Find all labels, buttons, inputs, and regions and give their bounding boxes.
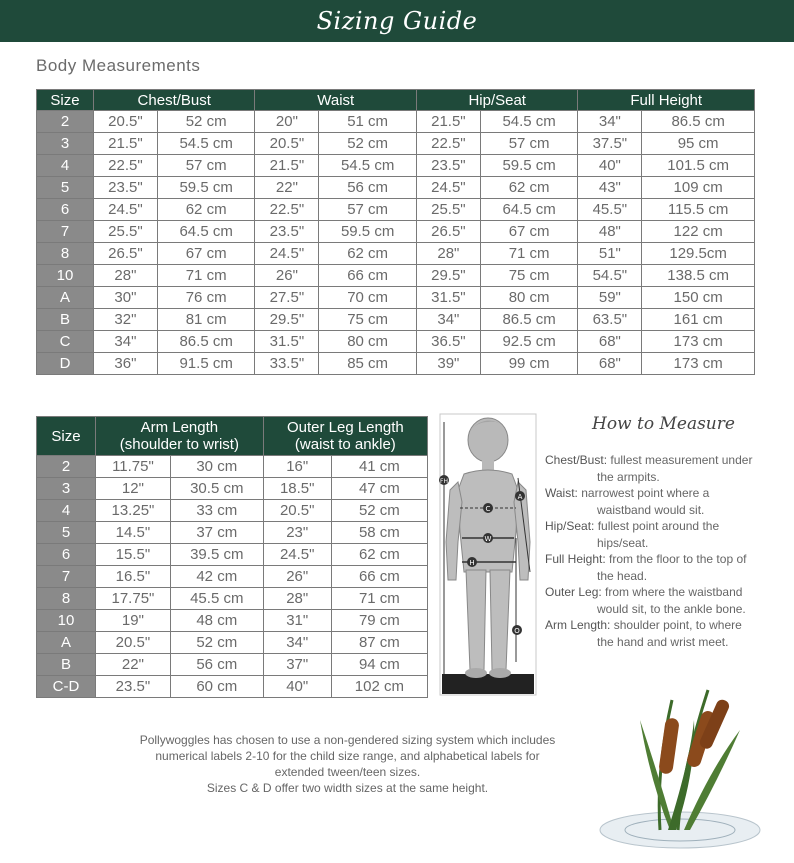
measurement-cell: 22.5" [255,199,319,221]
measurement-cell: 59.5 cm [319,221,417,243]
measurement-cell: 48" [578,221,642,243]
measurement-cell: 25.5" [416,199,480,221]
how-to-measure-title: How to Measure [592,414,735,434]
measurement-cell: 54.5" [578,265,642,287]
measurement-cell: 34" [94,331,158,353]
measurement-cell: 26" [255,265,319,287]
measurement-cell: 40" [263,676,331,698]
measurement-cell: 24.5" [94,199,158,221]
measurement-cell: 63.5" [578,309,642,331]
body-table-row [37,199,755,221]
measurement-cell: 41 cm [331,456,427,478]
size-cell: B [37,309,94,331]
arm-table-row [37,588,428,610]
figure-head [468,418,508,462]
measurement-cell: 47 cm [331,478,427,500]
measurement-cell: 20.5" [94,111,158,133]
measurement-cell: 60 cm [170,676,263,698]
measurement-cell: 43" [578,177,642,199]
measurement-cell: 39" [416,353,480,375]
measurement-cell: 13.25" [96,500,171,522]
measurement-cell: 21.5" [94,133,158,155]
body-table-row [37,133,755,155]
note-line-2: numerical labels 2-10 for the child size range, and alphabetical labels for [155,749,540,763]
measurement-cell: 87 cm [331,632,427,654]
measurement-cell: 102 cm [331,676,427,698]
size-cell: 10 [37,610,96,632]
measure-desc: shoulder point, to where the hand and wrist meet. [597,618,742,649]
measurement-cell: 20.5" [255,133,319,155]
figure-left-arm [446,482,462,580]
arm-table-row [37,654,428,676]
measurement-cell: 51" [578,243,642,265]
arm-table-row [37,610,428,632]
size-cell: 6 [37,544,96,566]
floor-block [442,674,534,694]
measurement-cell: 32" [94,309,158,331]
cattail-head [658,717,680,774]
measurement-cell: 91.5 cm [157,353,255,375]
measurement-cell: 57 cm [480,133,578,155]
measurement-cell: 86.5 cm [642,111,755,133]
body-table-row [37,177,755,199]
measurement-cell: 24.5" [263,544,331,566]
measurement-cell: 80 cm [319,331,417,353]
arm-table-row [37,566,428,588]
measurement-cell: 59.5 cm [157,177,255,199]
measurement-cell: 23.5" [94,177,158,199]
measurement-cell: 64.5 cm [157,221,255,243]
measurement-cell: 29.5" [416,265,480,287]
measurement-cell: 52 cm [170,632,263,654]
sizing-system-note [80,732,615,796]
measurement-cell: 21.5" [255,155,319,177]
measure-item-full-height [545,551,760,584]
measurement-cell: 52 cm [331,500,427,522]
measurement-cell: 71 cm [331,588,427,610]
measurement-cell: 54.5 cm [157,133,255,155]
size-cell: A [37,632,96,654]
measurement-cell: 66 cm [331,566,427,588]
measure-term: Chest/Bust: [545,453,608,467]
measurement-cell: 26.5" [94,243,158,265]
size-cell: 7 [37,221,94,243]
measurement-cell: 33 cm [170,500,263,522]
measurement-cell: 22" [96,654,171,676]
note-line-1: Pollywoggles has chosen to use a non-gendered sizing system which includes [139,733,556,747]
body-table-header-row [37,90,755,111]
measure-item-hip [545,518,760,551]
body-table-row [37,111,755,133]
measurement-cell: 59.5 cm [480,155,578,177]
measure-item-arm-length [545,617,760,650]
measurement-cell: 161 cm [642,309,755,331]
size-cell: 2 [37,111,94,133]
figure-right-leg [490,570,510,670]
measurement-cell: 12" [96,478,171,500]
measurement-cell: 34" [416,309,480,331]
measurement-cell: 70 cm [319,287,417,309]
measure-desc: from where the waistband would sit, to the ankle bone. [597,585,746,616]
measurement-cell: 30" [94,287,158,309]
measurement-cell: 52 cm [319,133,417,155]
measurement-cell: 26" [263,566,331,588]
measurement-cell: 16" [263,456,331,478]
size-cell: D [37,353,94,375]
measurement-cell: 86.5 cm [480,309,578,331]
measurement-cell: 17.75" [96,588,171,610]
c-marker-label: C [485,505,491,513]
measurement-cell: 71 cm [157,265,255,287]
measurement-cell: 115.5 cm [642,199,755,221]
body-measurements-title: Body Measurements [36,56,201,75]
arm-table-row [37,632,428,654]
a-marker-label: A [517,493,523,501]
note-line-4: Sizes C & D offer two width sizes at the same height. [206,781,489,795]
measurement-cell: 20.5" [263,500,331,522]
figure-right-foot [489,668,511,678]
measurement-cell: 59" [578,287,642,309]
fh-marker-label: FH [440,478,448,485]
measurement-cell: 81 cm [157,309,255,331]
measurement-cell: 22" [255,177,319,199]
body-table-row [37,331,755,353]
measurement-cell: 36" [94,353,158,375]
measurement-cell: 23" [263,522,331,544]
measurement-cell: 173 cm [642,331,755,353]
measurement-cell: 66 cm [319,265,417,287]
measurement-cell: 34" [578,111,642,133]
measurement-cell: 40" [578,155,642,177]
measurement-cell: 62 cm [319,243,417,265]
size-cell: A [37,287,94,309]
arm-table-row [37,522,428,544]
measurement-cell: 23.5" [255,221,319,243]
measurement-cell: 28" [94,265,158,287]
measure-term: Hip/Seat: [545,519,595,533]
measurement-cell: 15.5" [96,544,171,566]
measurement-cell: 29.5" [255,309,319,331]
measurement-cell: 62 cm [157,199,255,221]
measurement-cell: 36.5" [416,331,480,353]
measurement-cell: 54.5 cm [319,155,417,177]
measure-term: Outer Leg: [545,585,602,599]
size-cell: 5 [37,522,96,544]
measurement-cell: 28" [263,588,331,610]
body-table-row [37,155,755,177]
measurement-cell: 31.5" [416,287,480,309]
measurement-cell: 24.5" [416,177,480,199]
size-cell: 3 [37,478,96,500]
measure-item-chest [545,452,760,485]
measurement-cell: 23.5" [416,155,480,177]
arm-table-row [37,456,428,478]
measurement-cell: 58 cm [331,522,427,544]
banner-title: Sizing Guide [316,7,478,35]
arm-length-sublabel: (shoulder to wrist) [119,436,239,453]
size-cell: C [37,331,94,353]
size-cell: 10 [37,265,94,287]
header-hip-seat: Hip/Seat [416,90,577,111]
measurement-cell: 19" [96,610,171,632]
measurement-cell: 62 cm [480,177,578,199]
measurement-cell: 52 cm [157,111,255,133]
measure-term: Full Height: [545,552,606,566]
header-size: Size [37,417,96,456]
measurement-cell: 30.5 cm [170,478,263,500]
size-cell: 8 [37,588,96,610]
measurement-cell: 22.5" [94,155,158,177]
measure-term: Arm Length: [545,618,611,632]
measurement-cell: 33.5" [255,353,319,375]
measurement-cell: 37 cm [170,522,263,544]
measurement-cell: 37.5" [578,133,642,155]
measurement-cell: 20" [255,111,319,133]
measurement-cell: 22.5" [416,133,480,155]
h-marker-label: H [469,559,475,567]
measurement-cell: 86.5 cm [157,331,255,353]
how-to-measure-list [545,452,760,650]
measurement-cell: 31" [263,610,331,632]
size-cell: 2 [37,456,96,478]
measurement-cell: 64.5 cm [480,199,578,221]
measurement-cell: 62 cm [331,544,427,566]
size-cell: 4 [37,500,96,522]
measurement-cell: 109 cm [642,177,755,199]
arm-table-row [37,500,428,522]
measurement-cell: 34" [263,632,331,654]
o-marker-label: O [514,627,520,635]
arm-table-row [37,478,428,500]
measurement-cell: 56 cm [170,654,263,676]
measurement-cell: 23.5" [96,676,171,698]
measurement-cell: 11.75" [96,456,171,478]
measurement-cell: 68" [578,353,642,375]
measurement-cell: 92.5 cm [480,331,578,353]
body-table-row [37,221,755,243]
sizing-guide-banner [0,0,794,42]
header-size: Size [37,90,94,111]
arm-leg-table [36,416,428,698]
measurement-cell: 101.5 cm [642,155,755,177]
measurement-cell: 85 cm [319,353,417,375]
figure-neck [482,460,494,470]
arm-length-label: Arm Length [140,419,219,436]
measure-desc: fullest measurement under the armpits. [597,453,753,484]
measurement-cell: 150 cm [642,287,755,309]
measurement-cell: 31.5" [255,331,319,353]
measure-desc: narrowest point where a waistband would sit. [581,486,710,517]
measurement-cell: 138.5 cm [642,265,755,287]
measurement-cell: 122 cm [642,221,755,243]
header-full-height: Full Height [578,90,755,111]
measurement-cell: 30 cm [170,456,263,478]
measurement-cell: 20.5" [96,632,171,654]
measurement-cell: 51 cm [319,111,417,133]
measurement-cell: 75 cm [319,309,417,331]
measurement-cell: 99 cm [480,353,578,375]
measure-item-waist [545,485,760,518]
measurement-cell: 25.5" [94,221,158,243]
measurement-cell: 95 cm [642,133,755,155]
measurement-cell: 67 cm [157,243,255,265]
arm-table-row [37,676,428,698]
measurement-cell: 18.5" [263,478,331,500]
measurement-cell: 173 cm [642,353,755,375]
size-cell: 4 [37,155,94,177]
body-table-row [37,309,755,331]
w-marker-label: W [484,535,492,543]
header-chest-bust: Chest/Bust [94,90,255,111]
measurement-cell: 24.5" [255,243,319,265]
measurement-cell: 75 cm [480,265,578,287]
size-cell: C-D [37,676,96,698]
measure-item-outer-leg [545,584,760,617]
measurement-cell: 129.5cm [642,243,755,265]
measure-desc: fullest point around the hips/seat. [597,519,720,550]
measurement-cell: 45.5 cm [170,588,263,610]
measurement-cell: 80 cm [480,287,578,309]
measurement-cell: 26.5" [416,221,480,243]
measurement-cell: 48 cm [170,610,263,632]
outer-leg-label: Outer Leg Length [286,419,404,436]
measurement-cell: 14.5" [96,522,171,544]
measurement-cell: 45.5" [578,199,642,221]
cattail-illustration [590,680,765,855]
measurement-cell: 71 cm [480,243,578,265]
size-cell: B [37,654,96,676]
header-outer-leg-length [263,417,427,456]
measure-term: Waist: [545,486,578,500]
measurement-cell: 21.5" [416,111,480,133]
measurement-cell: 28" [416,243,480,265]
measure-desc: from the floor to the top of the head. [597,552,747,583]
measurement-cell: 67 cm [480,221,578,243]
measurement-cell: 27.5" [255,287,319,309]
size-cell: 8 [37,243,94,265]
figure-left-leg [466,570,486,670]
measurement-cell: 76 cm [157,287,255,309]
figure-left-foot [465,668,487,678]
measurement-cell: 57 cm [319,199,417,221]
measurement-cell: 57 cm [157,155,255,177]
measurement-cell: 16.5" [96,566,171,588]
child-measurement-figure [438,412,538,697]
size-cell: 6 [37,199,94,221]
note-line-3: extended tween/teen sizes. [274,765,421,779]
arm-table-row [37,544,428,566]
header-waist: Waist [255,90,416,111]
figure-torso [458,470,518,572]
arm-table-header-row [37,417,428,456]
measurement-cell: 42 cm [170,566,263,588]
body-table-row [37,287,755,309]
outer-leg-sublabel: (waist to ankle) [294,436,396,453]
size-cell: 7 [37,566,96,588]
size-cell: 3 [37,133,94,155]
body-table-row [37,265,755,287]
measurement-cell: 94 cm [331,654,427,676]
header-arm-length [96,417,264,456]
measurement-cell: 54.5 cm [480,111,578,133]
measurement-cell: 39.5 cm [170,544,263,566]
measurement-cell: 79 cm [331,610,427,632]
body-table-row [37,243,755,265]
measurement-cell: 56 cm [319,177,417,199]
size-cell: 5 [37,177,94,199]
body-table-row [37,353,755,375]
measurement-cell: 68" [578,331,642,353]
measurement-cell: 37" [263,654,331,676]
body-measurements-table [36,89,755,375]
